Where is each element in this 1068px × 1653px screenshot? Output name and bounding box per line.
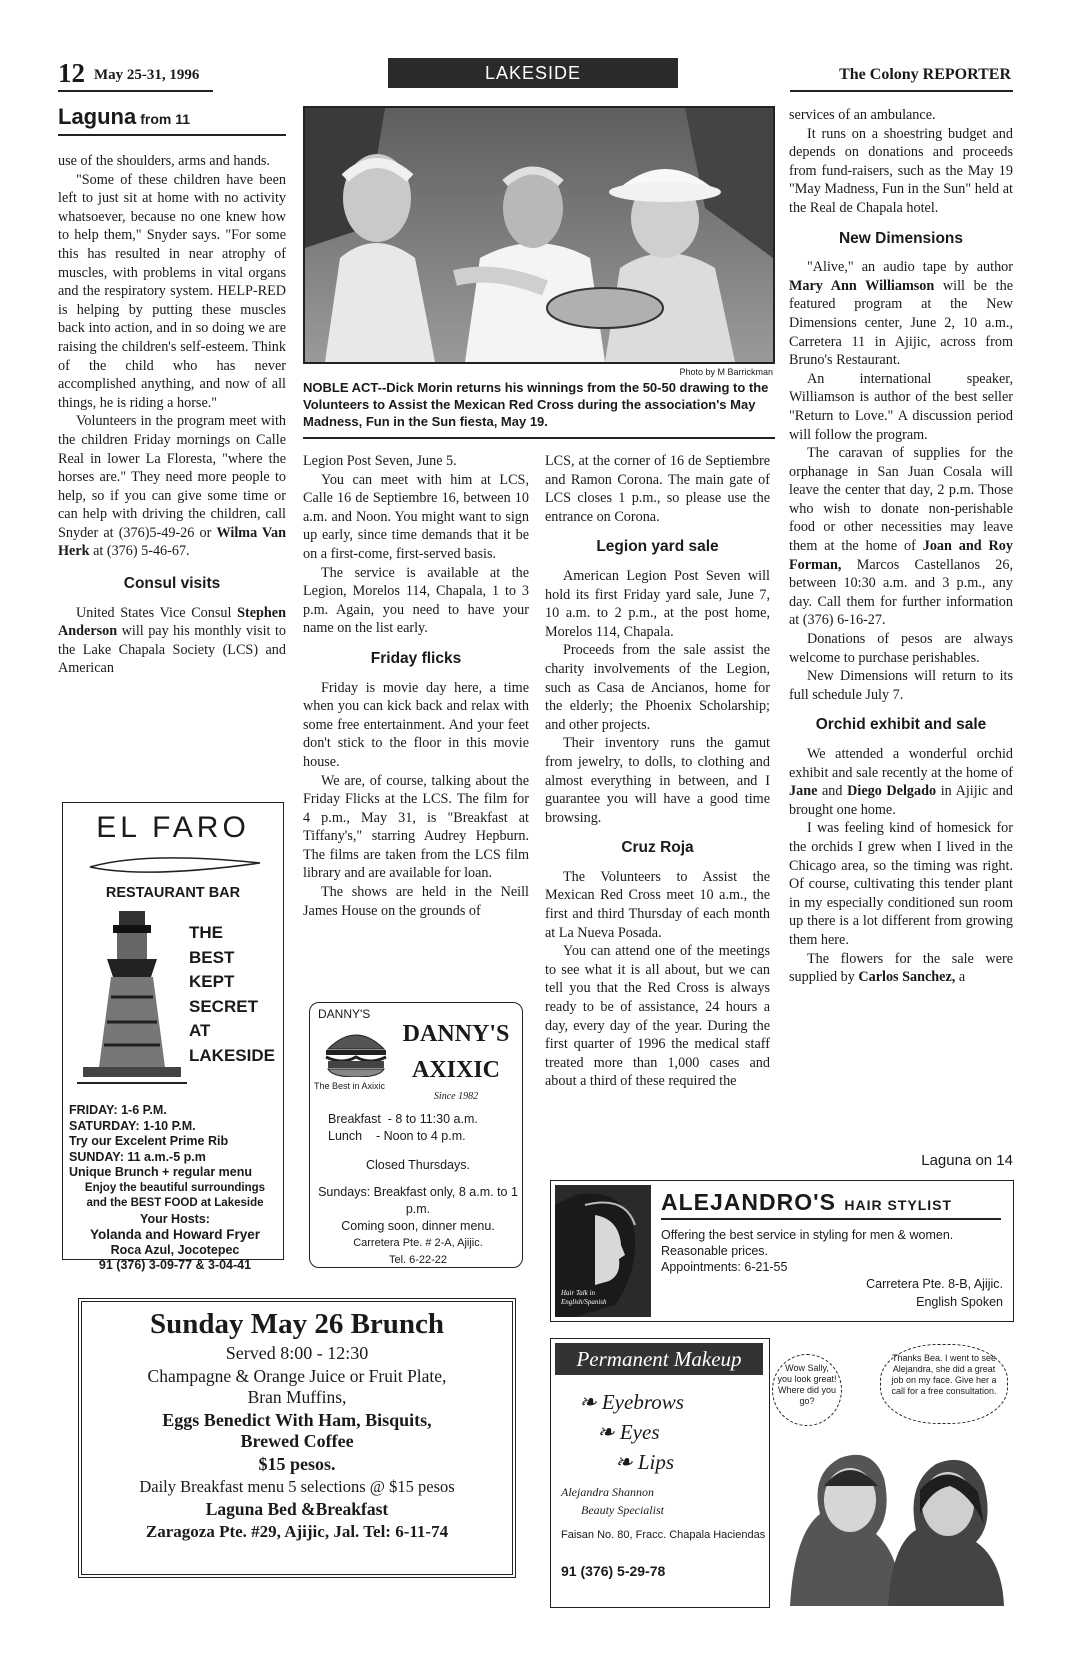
lunch-hours: Lunch - Noon to 4 p.m. [328, 1129, 466, 1143]
dannys-since: Since 1982 [433, 1091, 479, 1102]
slogan-line: SECRET [189, 996, 258, 1016]
brunch-place: Laguna Bed &Breakfast [205, 1499, 389, 1519]
hours-line: FRIDAY: 1-6 P.M. [69, 1103, 167, 1117]
column1-rule [58, 134, 286, 136]
hours-line: Enjoy the beautiful surroundings [84, 1181, 266, 1194]
laguna-continued: Laguna on 14 [921, 1152, 1013, 1169]
hours-line: 91 (376) 3-09-77 & 3-04-41 [98, 1258, 252, 1272]
makeup-box [550, 1338, 770, 1608]
brunch-menu-line: Brewed Coffee [240, 1431, 354, 1451]
paragraph: Volunteers in the program meet with the children Friday mornings on Calle Real in lower La Floresta, "where the horses are." They need more people to help, so if you can give some time or can help with driving the children, call Snyder at (376)5-49-26 or Wilma Van Herk at (376) 5-46-67. [58, 413, 286, 560]
leaf-icon: ❧ [597, 1420, 620, 1444]
sunday-hours: Sundays: Breakfast only, 8 a.m. to 1 p.m. [318, 1185, 518, 1216]
issue-date: May 25-31, 1996 [94, 67, 200, 83]
paragraph: use of the shoulders, arms and hands. [58, 153, 270, 169]
hours-line: and the BEST FOOD at Lakeside [86, 1197, 264, 1209]
bold-name: Joan and Roy Forman, [789, 538, 1013, 573]
leaf-icon: ❧ [615, 1450, 638, 1474]
laguna-heading: Laguna [58, 104, 137, 129]
brunch-price: $15 pesos. [258, 1454, 336, 1474]
slogan-line: BEST [189, 947, 235, 967]
brunch-title: Sunday May 26 Brunch [149, 1308, 445, 1340]
paragraph: "Alive," an audio tape by author Mary Ann Williamson will be the featured program at the New Dimensions center, June 2, 10 a.m., Carretera 11 in Ajijic, across from Bruno's Restaurant. [789, 259, 1014, 369]
slogan-line: THE [189, 923, 223, 942]
page-number: 12 [58, 58, 85, 88]
service-eyebrows: ❧ Eyebrows [579, 1390, 684, 1414]
alejandros-details [661, 1227, 1001, 1275]
orchid-heading: Orchid exhibit and sale [815, 716, 987, 734]
dinner-coming: Coming soon, dinner menu. [341, 1219, 495, 1233]
paragraph: The Volunteers to Assist the Mexican Red Cross meet 10 a.m., the first and third Thursday of each month at La Nueva Posada. [545, 868, 770, 941]
slogan-line: AT [189, 1021, 211, 1040]
column-2-text [303, 452, 529, 920]
appointments-text: Appointments: 6-21-55 [661, 1260, 788, 1274]
paragraph: Donations of pesos are always welcome to purchase perishables. [789, 631, 1013, 666]
leaf-icon: ❧ [579, 1390, 602, 1414]
legion-yard-sale-heading: Legion yard sale [596, 538, 719, 556]
paragraph: It runs on a shoestring budget and depends on donations and proceeds from fund-raisers, such as the May 19 "May Madness, Fun in the Sun" held at the Real de Chapala hotel. [789, 125, 1013, 216]
paragraph: You can meet with him at LCS, Calle 16 de Septiembre 16, between 10 a.m. and Noon. You might want to sign up early, since time demands that it be on a first-come, first-served basis. [303, 471, 529, 562]
photo-frame [303, 106, 775, 364]
el-faro-name: EL FARO [96, 811, 250, 844]
paragraph: United States Vice Consul Stephen Anderson will pay his monthly visit to the Lake Chapala Society (LCS) and American [58, 604, 286, 677]
caption-rule [303, 437, 775, 439]
dannys-address: Carretera Pte. # 2-A, Ajijic. [353, 1237, 483, 1249]
breakfast-hours: Breakfast - 8 to 11:30 a.m. [328, 1112, 478, 1126]
alejandros-name [661, 1189, 1001, 1220]
paragraph: You can attend one of the meetings to see what it is all about, but we can tell you that the Red Cross is always ready to be of assistance, 24 hours a day, every day of the year. During the first quarter of 1996 the medical staff treated more than 1,000 cases and about a third of these required the [545, 943, 770, 1090]
brunch-menu-line: Champagne & Orange Juice or Fruit Plate, [147, 1366, 447, 1386]
section-title: LAKESIDE [484, 63, 582, 83]
friday-flicks-heading: Friday flicks [370, 649, 462, 667]
bold-name: Jane [789, 783, 818, 800]
paragraph: Friday is movie day here, a time when you can kick back and relax with some free entertainment. And your feet don't stick to the floor in this movie house. [303, 679, 529, 770]
paragraph: The flowers for the sale were supplied by Carlos Sanchez, a [789, 950, 1013, 986]
alejandros-address: Carretera Pte. 8-B, Ajijic. [866, 1277, 1003, 1291]
award-photo [305, 108, 773, 362]
closed-day: Closed Thursdays. [366, 1158, 470, 1172]
paragraph: Proceeds from the sale assist the charity involvements of the Legion, such as Casa de Ancianos, home for the elderly; the Phoenix Scholarship; and other projects. [545, 642, 770, 733]
header-rule-right [790, 90, 1013, 92]
hours-line: Try our Excelent Prime Rib [69, 1134, 229, 1148]
laguna-jump-heading [58, 104, 288, 130]
swoosh-icon [85, 849, 265, 879]
prices-text: Reasonable prices. [661, 1244, 769, 1258]
brunch-menu-line: Eggs Benedict With Ham, Bisquits, [162, 1410, 432, 1430]
paragraph: LCS, at the corner of 16 de Septiembre and Ramon Corona. The main gate of LCS closes 1 p.m., so please use the entrance on Corona. [545, 453, 770, 525]
two-women-illustration [780, 1434, 1010, 1606]
consul-visits-heading: Consul visits [123, 575, 221, 593]
paragraph: American Legion Post Seven will hold its first Friday yard sale, June 7, 10 a.m. to 2 p.m., at the post home, Morelos 114, Chapala. [545, 567, 770, 640]
stylist-portrait [555, 1185, 651, 1317]
makeup-ad [550, 1338, 1014, 1608]
speech-bubble-left: Wow Sally, you look great! Where did you go? [772, 1354, 842, 1426]
el-faro-ad [62, 802, 284, 1272]
paragraph: The caravan of supplies for the orphanage in San Juan Cosala will leave the center that day, 2 p.m. Those who wish to donate non-perishable food or other necessities may leave them at the home of Joan and Roy Forman, Marcos Castellanos 26, between 10:30 a.m. and 3 p.m., any day. Call them for further information at (376) 6-16-27. [789, 445, 1013, 629]
specialist-role: Beauty Specialist [581, 1503, 664, 1517]
dannys-name: DANNY'S [402, 1021, 510, 1047]
new-dimensions-heading: New Dimensions [838, 229, 964, 247]
makeup-phone: 91 (376) 5-29-78 [561, 1563, 666, 1579]
brunch-address: Zaragoza Pte. #29, Ajijic, Jal. Tel: 6-11-74 [145, 1522, 449, 1541]
paragraph: The service is available at the Legion, Morelos 114, Chapala, 1 to 3 p.m. Again, you need to have your name on the list early. [303, 564, 529, 637]
section-banner [388, 58, 678, 88]
photo-caption: NOBLE ACT--Dick Morin returns his winnings from the 50-50 drawing to the Volunteers to Assist the Mexican Red Cross during the association's May Madness, Fun in the Sun fiesta, May 19. [303, 380, 769, 429]
brunch-served: Served 8:00 - 12:30 [225, 1343, 369, 1363]
speech-bubble-right: Thanks Bea. I went to see Alejandra, she did a great job on my face. Give her a call for a free consultation. [880, 1344, 1008, 1424]
slogan-line: LAKESIDE [189, 1045, 275, 1065]
laguna-from: from 11 [140, 111, 191, 127]
brunch-daily: Daily Breakfast menu 5 selections @ $15 pesos [139, 1477, 455, 1496]
bold-name: Diego Delgado [847, 783, 937, 800]
lighthouse-icon [77, 907, 187, 1087]
paragraph: I was feeling kind of homesick for the orchids I grew when I lived in the Chicago area, so the timing was right. Of course, cultivating this tender plant in my especially conditioned sun room up there is a lot different from growing them here. [789, 820, 1013, 948]
makeup-title: Permanent Makeup [555, 1343, 763, 1375]
hours-line: SATURDAY: 1-10 P.M. [69, 1118, 196, 1133]
el-faro-slogan [189, 921, 284, 1068]
paragraph: An international speaker, Williamson is author of the best seller "Return to Love." A discussion period will follow the program. [789, 370, 1013, 443]
hours-line: Unique Brunch + regular menu [69, 1165, 253, 1179]
column-3-text [545, 452, 770, 1091]
makeup-address: Faisan No. 80, Fracc. Chapala Haciendas [561, 1529, 766, 1541]
header-rule-left [58, 90, 213, 92]
el-faro-hours [69, 1103, 281, 1274]
column-4-text [789, 106, 1013, 987]
alejandros-ad [550, 1180, 1014, 1322]
dannys-hours [318, 1111, 518, 1269]
hours-line: Yolanda and Howard Fryer [89, 1227, 261, 1242]
brunch-menu-line: Bran Muffins, [247, 1387, 347, 1407]
hours-line: Roca Azul, Jocotepec [110, 1242, 240, 1257]
dannys-logo-text: DANNY'S [318, 1007, 371, 1021]
hours-line: Your Hosts: [140, 1211, 210, 1226]
service-eyes: ❧ Eyes [597, 1420, 660, 1444]
hamburger-icon [322, 1025, 390, 1077]
brunch-ad [78, 1298, 516, 1578]
paragraph: New Dimensions will return to its full schedule July 7. [789, 668, 1013, 703]
paragraph: We attended a wonderful orchid exhibit and sale recently at the home of Jane and Diego Delgado in Ajijic and brought one home. [789, 746, 1013, 818]
page-header [58, 58, 1013, 92]
paper-name: The Colony REPORTER [839, 66, 1011, 83]
column-1-text [58, 152, 286, 678]
specialist-name: Alejandra Shannon [561, 1485, 654, 1499]
english-spoken: English Spoken [916, 1295, 1003, 1309]
hair-stylist-label: HAIR STYLIST [844, 1197, 953, 1213]
dannys-town: AXIXIC [411, 1057, 500, 1083]
dannys-tel: Tel. 6-22-22 [388, 1254, 448, 1266]
makeup-services [579, 1387, 684, 1477]
bold-name: Stephen Anderson [58, 604, 286, 640]
paragraph: services of an ambulance. [789, 107, 936, 123]
bold-name: Carlos Sanchez, [858, 969, 956, 986]
hours-line: SUNDAY: 11 a.m.-5 p.m [69, 1149, 206, 1164]
paragraph: "Some of these children have been left to just sit at home with no activity whatsoever, because no one knew how to help them," Snyder says. "For some this has resulted in near atrophy of muscles, with problems in vital organs and the respiratory system. HELP-RED is helping by putting these muscles back into action, and in so doing we are raising the children's self-esteem. Think of the child who has never accomplished anything, and now of all things, he is riding a horse." [58, 171, 286, 411]
bold-name: Mary Ann Williamson [789, 277, 935, 294]
paragraph: Legion Post Seven, June 5. [303, 453, 457, 469]
slogan-line: KEPT [189, 972, 235, 991]
paragraph: Their inventory runs the gamut from jewelry, to dolls, to clothing and almost everything in between, and I guarantee you will have a good time browsing. [545, 735, 770, 826]
photo-credit: Photo by M Barrickman [679, 367, 773, 377]
alejandros-title: ALEJANDRO'S [661, 1189, 836, 1215]
paragraph: We are, of course, talking about the Friday Flicks at the LCS. The film for 4 p.m., May 31, is "Breakfast at Tiffany's," starring Audrey Hepburn. The films are taken from the LCS film library and are available for loan. [303, 772, 529, 882]
paragraph: The shows are held in the Neill James House on the grounds of [303, 884, 529, 919]
bold-name: Wilma Van Herk [58, 524, 286, 560]
portrait-script: Hair Talk in English/Spanish [561, 1289, 607, 1306]
service-lips: ❧ Lips [615, 1450, 675, 1474]
el-faro-subtitle: RESTAURANT BAR [105, 885, 241, 901]
dannys-ad [309, 1002, 523, 1268]
offer-text: Offering the best service in styling for men & women. [661, 1228, 954, 1242]
cruz-roja-heading: Cruz Roja [621, 839, 694, 857]
dannys-tagline: The Best in Axixic [314, 1081, 386, 1091]
